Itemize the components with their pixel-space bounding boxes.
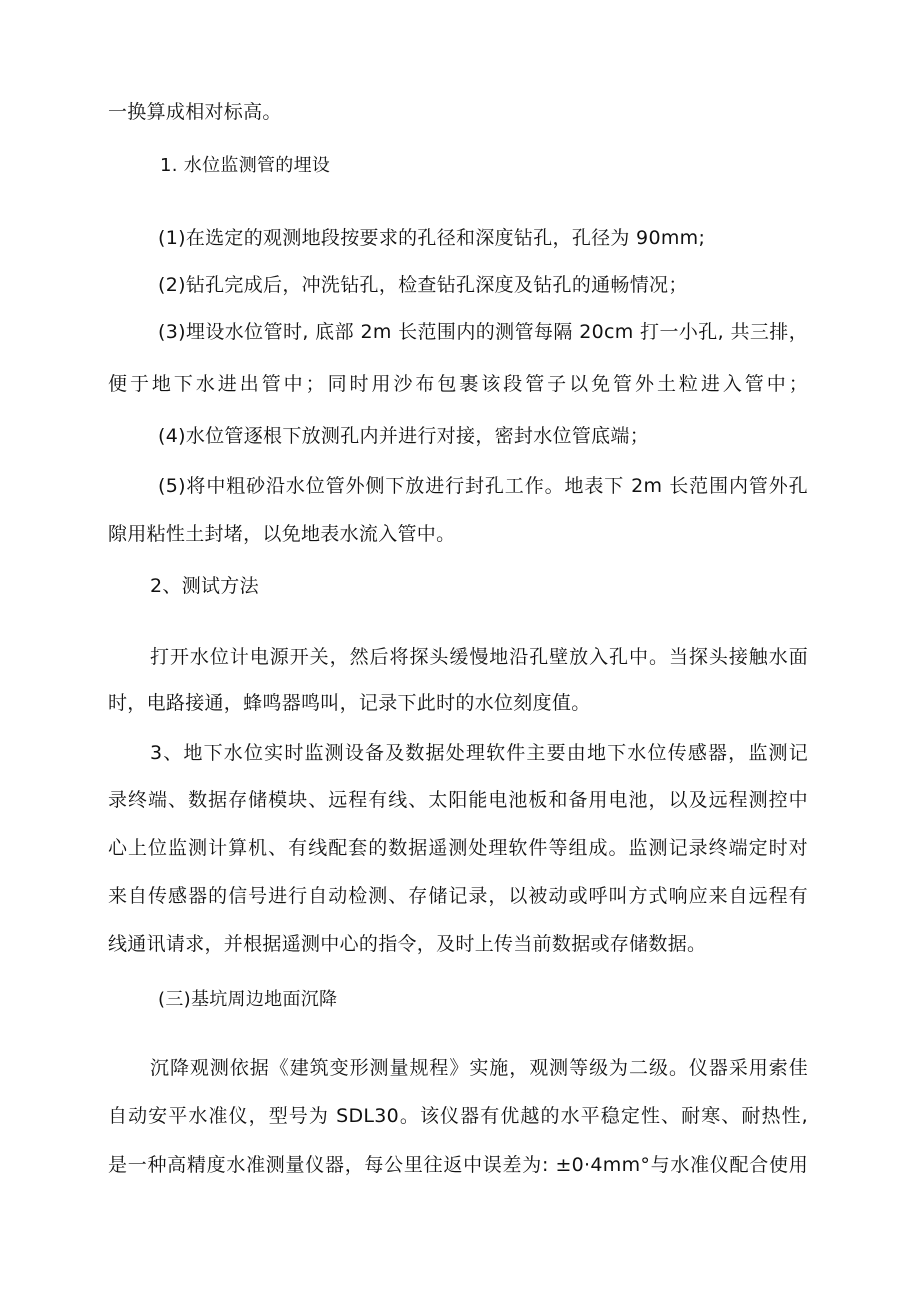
section-heading: 2、测试方法 bbox=[150, 575, 259, 597]
paragraph-line: 来自传感器的信号进行自动检测、存储记录，以被动或呼叫方式响应来自远程有 bbox=[108, 885, 808, 907]
paragraph-line: 一换算成相对标高。 bbox=[108, 101, 282, 123]
paragraph-line: 自动安平水准仪，型号为 SDL30。该仪器有优越的水平稳定性、耐寒、耐热性, bbox=[108, 1105, 808, 1127]
paragraph-line: 录终端、数据存储模块、远程有线、太阳能电池板和备用电池，以及远程测控中 bbox=[108, 789, 808, 811]
paragraph-line: 是一种高精度水准测量仪器，每公里往返中误差为: ±0·4mm°与水准仪配合使用 bbox=[108, 1154, 808, 1176]
list-item: (5)将中粗砂沿水位管外侧下放进行封孔工作。地表下 2m 长范围内管外孔 bbox=[158, 475, 808, 497]
paragraph-line: 时，电路接通，蜂鸣器鸣叫，记录下此时的水位刻度值。 bbox=[108, 692, 591, 714]
list-item: (3)埋设水位管时, 底部 2m 长范围内的测管每隔 20cm 打一小孔, 共三排， bbox=[158, 321, 808, 343]
paragraph-line: 3、地下水位实时监测设备及数据处理软件主要由地下水位传感器，监测记 bbox=[150, 742, 808, 764]
paragraph-line: 沉降观测依据《建筑变形测量规程》实施，观测等级为二级。仪器采用索佳 bbox=[150, 1057, 808, 1079]
paragraph-line: 心上位监测计算机、有线配套的数据遥测处理软件等组成。监测记录终端定时对 bbox=[108, 837, 808, 859]
list-item-continuation: 隙用粘性土封堵，以免地表水流入管中。 bbox=[108, 523, 456, 545]
list-item: (1)在选定的观测地段按要求的孔径和深度钻孔，孔径为 90mm; bbox=[158, 227, 706, 249]
section-heading: (三)基坑周边地面沉降 bbox=[158, 989, 338, 1010]
list-item-continuation: 便于地下水进出管中；同时用沙布包裹该段管子以免管外土粒进入管中； bbox=[108, 373, 808, 395]
paragraph-line: 打开水位计电源开关，然后将探头缓慢地沿孔壁放入孔中。当探头接触水面 bbox=[150, 646, 808, 668]
list-item: (4)水位管逐根下放测孔内并进行对接，密封水位管底端； bbox=[158, 425, 650, 447]
section-heading: 1. 水位监测管的埋设 bbox=[160, 155, 331, 176]
paragraph-line: 线通讯请求，并根据遥测中心的指令，及时上传当前数据或存储数据。 bbox=[108, 933, 707, 955]
list-item: (2)钻孔完成后，冲洗钻孔，检查钻孔深度及钻孔的通畅情况； bbox=[158, 274, 688, 296]
